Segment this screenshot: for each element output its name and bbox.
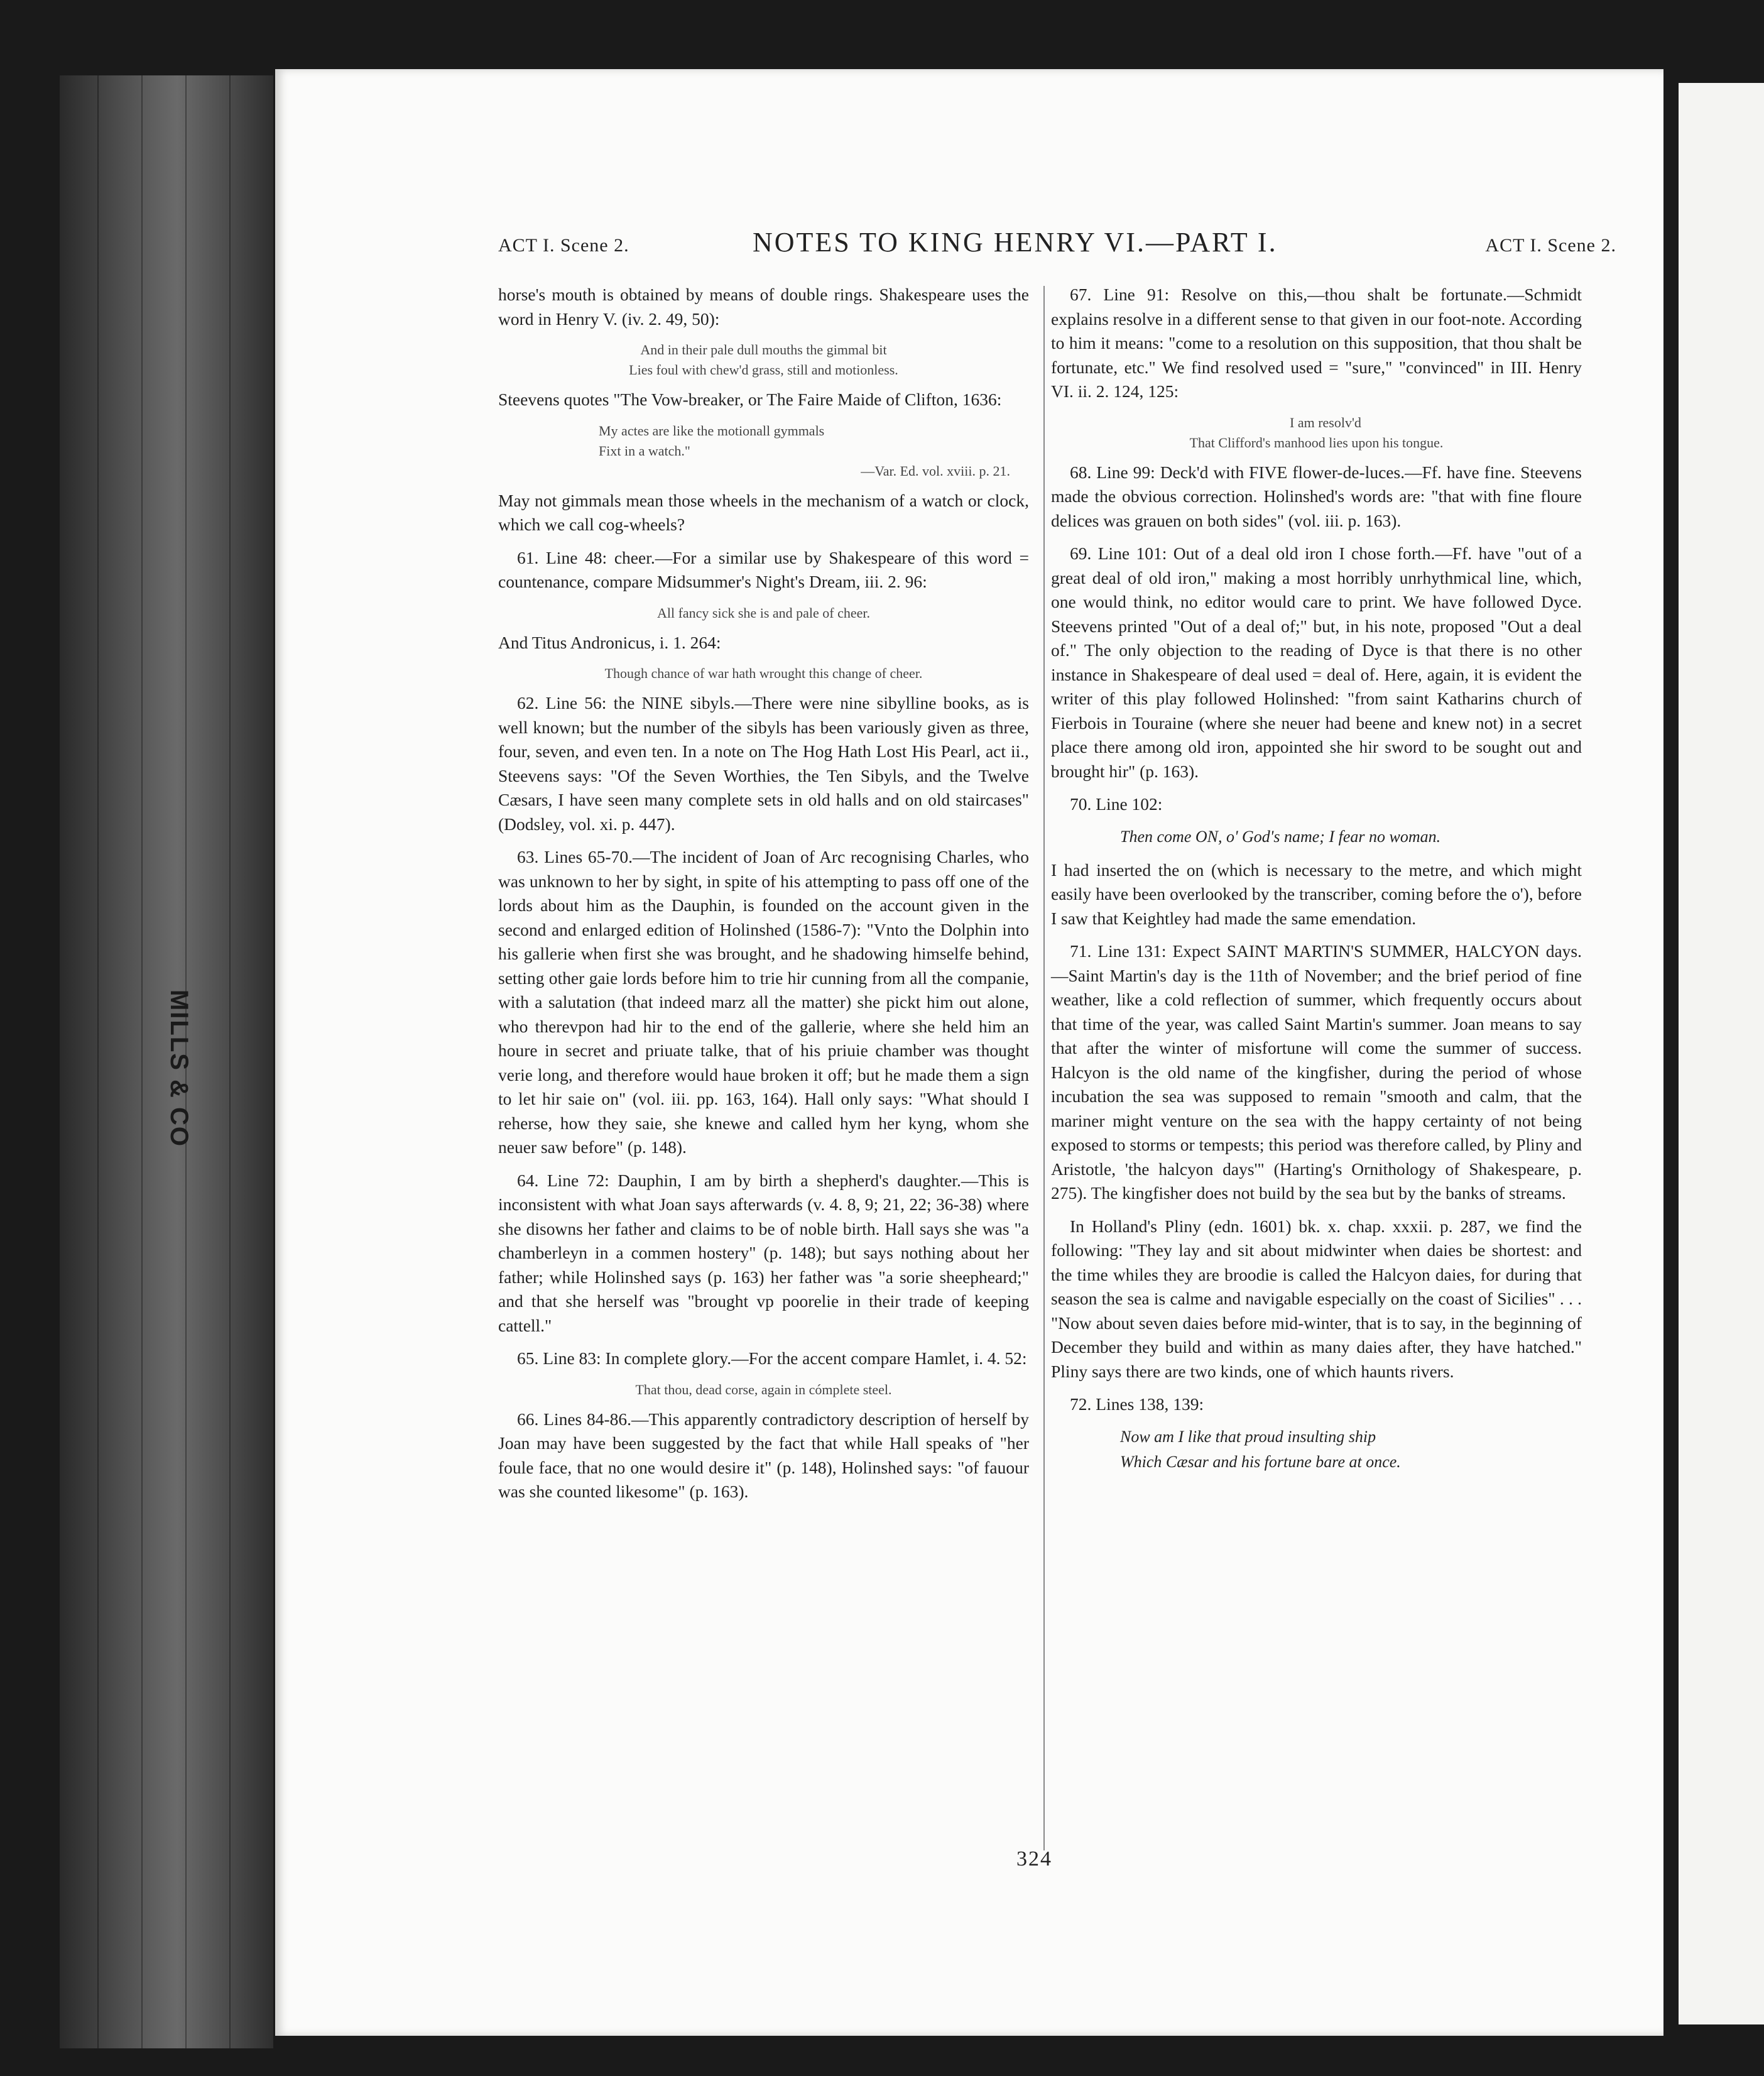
- quotation: All fancy sick she is and pale of cheer.: [656, 604, 871, 621]
- header-title: NOTES TO KING HENRY VI.—PART I.: [753, 227, 1278, 258]
- book-page: [275, 69, 1663, 2036]
- note-68: 68. Line 99: Deck'd with FIVE flower-de-luces.—Ff. have fine. Steevens made the obvious correction. Holinshed's words are: "that with fine floure delices was grauen on both sides" (vol. iii. p. 163).: [1051, 462, 1582, 530]
- note-66: 66. Lines 84-86.—This apparently contradictory description of herself by Joan may have been suggested by the fact that while Hall speaks of "her foule face, that no one would desire it" (p. 148), Holinshed says: "of fauour was she counted likesome" (p. 163).: [498, 1409, 1029, 1501]
- paragraph: May not gimmals mean those wheels in the mechanism of a watch or clock, which we call cog-wheels?: [498, 490, 1029, 534]
- page-number: 324: [1016, 1847, 1052, 1871]
- note-67: 67. Line 91: Resolve on this,—thou shalt be fortunate.—Schmidt explains resolve in a different sense to that given in our foot-note. According to him it means: "come to a resolution on this supposition, that thou shalt be fortunate, etc." We find resolved used = "sure," "convinced" in III. Henry VI. ii. 2. 124, 125:: [1051, 285, 1582, 401]
- note-64: 64. Line 72: Dauphin, I am by birth a shepherd's daughter.—This is inconsistent with what Joan says afterwards (v. 4. 8, 9; 21, 22; 36-38) where she disowns her father and claims to be of noble birth. Hall says she was "a chamberleyn in a commen hostery" (p. 148); but says nothing about her father; while Holinshed says (p. 163) her father was "a sorie sheepheard;" and that she herself was "brought vp poorelie in their trade of keeping cattell.": [498, 1170, 1029, 1335]
- header-act-right: ACT I. Scene 2.: [1485, 235, 1616, 256]
- paragraph: Steevens quotes "The Vow-breaker, or The Faire Maide of Clifton, 1636:: [498, 390, 1002, 409]
- header-act-left: ACT I. Scene 2.: [498, 235, 629, 256]
- note-71: 71. Line 131: Expect SAINT MARTIN'S SUMMER, HALCYON days.—Saint Martin's day is the 11th of November; and the brief period of fine weather, like a cold reflection of summer, which frequently occurs about that time of the year, was called Saint Martin's summer. Joan means to say that after the winter of misfortune will come the summer of success. Halcyon is the old name of the kingfisher, during the period of whose incubation the sea was supposed to remain "smooth and calm, that the mariner might venture on the sea with the happy certainty of not being exposed to storms or tempests; this period was therefore called, by Pliny and Aristotle, 'the halcyon days'" (Harting's Ornithology of Shakespeare, p. 275). The kingfisher does not build by the sea but by the banks of streams.: [1051, 941, 1582, 1203]
- quote-line: I am resolv'd: [1290, 414, 1361, 430]
- quote-line: Fixt in a watch.": [599, 442, 690, 459]
- note-72: 72. Lines 138, 139:: [1070, 1394, 1204, 1414]
- note-62: 62. Line 56: the NINE sibyls.—There were nine sibylline books, as is well known; but the number of the sibyls has been variously given as three, four, seven, and even ten. In a note on The Hog Hath Lost His Pearl, act ii., Steevens says: "Of the Seven Worthies, the Ten Sibyls, and the Twelve Cæsars, I have seen many complete sets in old halls and on old staircases" (Dodsley, vol. xi. p. 447).: [498, 693, 1029, 834]
- note-65: 65. Line 83: In complete glory.—For the accent compare Hamlet, i. 4. 52:: [517, 1348, 1027, 1368]
- quotation: [1051, 413, 1582, 453]
- note-69: 69. Line 101: Out of a deal old iron I chose forth.—Ff. have "out of a great deal of old iron," making a most horribly unrhythmical line, which, one would think, no editor would care to print. We have followed Dyce. Steevens printed "Out of a deal of;" but, in his note, proposed "Out a deal of." The only objection to the reading of Dyce is that there is no other instance in Shakespeare of deal used = deal of. Here, again, it is evident the writer of this play followed Holinshed: "from saint Katharins church of Fierbois in Touraine (where she neuer had beene and knew not) in a secret place there among old iron, appointed she hir sword to be sought out and brought hir" (p. 163).: [1051, 544, 1582, 781]
- running-header: [275, 226, 1663, 264]
- quote-source: —Var. Ed. vol. xviii. p. 21.: [861, 462, 1010, 479]
- paragraph: horse's mouth is obtained by means of double rings. Shakespeare uses the word in Henry V. (iv. 2. 49, 50):: [498, 285, 1029, 329]
- spine-label-text: MILLS & CO: [165, 989, 193, 1147]
- note-70: 70. Line 102:: [1070, 794, 1163, 814]
- adjacent-page-edge: [1679, 83, 1764, 2024]
- quotation: [498, 340, 1029, 380]
- left-column: [498, 283, 1029, 1513]
- verse-line: Which Cæsar and his fortune bare at once.: [1120, 1452, 1401, 1471]
- note-61: 61. Line 48: cheer.—For a similar use by Shakespeare of this word = countenance, compare Midsummer's Night's Dream, iii. 2. 96:: [498, 547, 1029, 591]
- quote-line: And in their pale dull mouths the gimmal bit: [640, 342, 887, 358]
- quote-line: My actes are like the motionall gymmals: [599, 422, 825, 439]
- quotation: [498, 421, 1029, 481]
- paragraph: I had inserted the on (which is necessary to the metre, and which might easily have been overlooked by the transcriber, coming before the o'), before I saw that Keightley had made the same emendation.: [1051, 860, 1582, 928]
- right-column: [1051, 283, 1582, 1483]
- quote-line: That Clifford's manhood lies upon his tongue.: [1189, 434, 1444, 451]
- quote-line: Lies foul with chew'd grass, still and motionless.: [629, 362, 898, 378]
- verse-line: Then come ON, o' God's name; I fear no woman.: [1120, 827, 1441, 846]
- quotation: That thou, dead corse, again in cómplete steel.: [635, 1381, 892, 1397]
- note-63: 63. Lines 65-70.—The incident of Joan of Arc recognising Charles, who was unknown to her by sight, in spite of his attempting to pass off one of the lords about him as the Dauphin, is founded on the account given in the second and enlarged edition of Holinshed (1586-7): "Vnto the Dolphin into his gallerie when first she was brought, and he shadowing himselfe behind, setting other gaie lords before him to trie hir cunning from all the companie, with a salutation (that indeed marz all the matter) she pickt him out alone, who therevpon had hir to the end of the gallerie, where she held him an houre in secret and priuate talke, that of his priuie chamber was thought verie long, and therefore would haue broken it off; but he made them a sign to let hir saie on" (vol. iii. pp. 163, 164). Hall only says: "What should I reherse, how they saie, she knewe and called hym her kyng, whom she neuer saw before" (p. 148).: [498, 847, 1029, 1157]
- verse-line: Now am I like that proud insulting ship: [1120, 1427, 1376, 1446]
- paragraph: And Titus Andronicus, i. 1. 264:: [498, 632, 721, 652]
- column-divider: [1043, 286, 1045, 1850]
- quotation: Though chance of war hath wrought this change of cheer.: [604, 665, 923, 681]
- paragraph: In Holland's Pliny (edn. 1601) bk. x. chap. xxxii. p. 287, we find the following: "They lay and sit about midwinter when daies be shortest: and the time whiles they are broodie is called the Halcyon daies, for during that season the sea is calme and navigable especially on the coast of Sicilies" . . . "Now about seven daies before mid-winter, that is to say, in the beginning of December they build and within as many daies after, they have hatched." Pliny says there are two kinds, one of which haunts rivers.: [1051, 1216, 1582, 1381]
- spine-label: [151, 785, 207, 1351]
